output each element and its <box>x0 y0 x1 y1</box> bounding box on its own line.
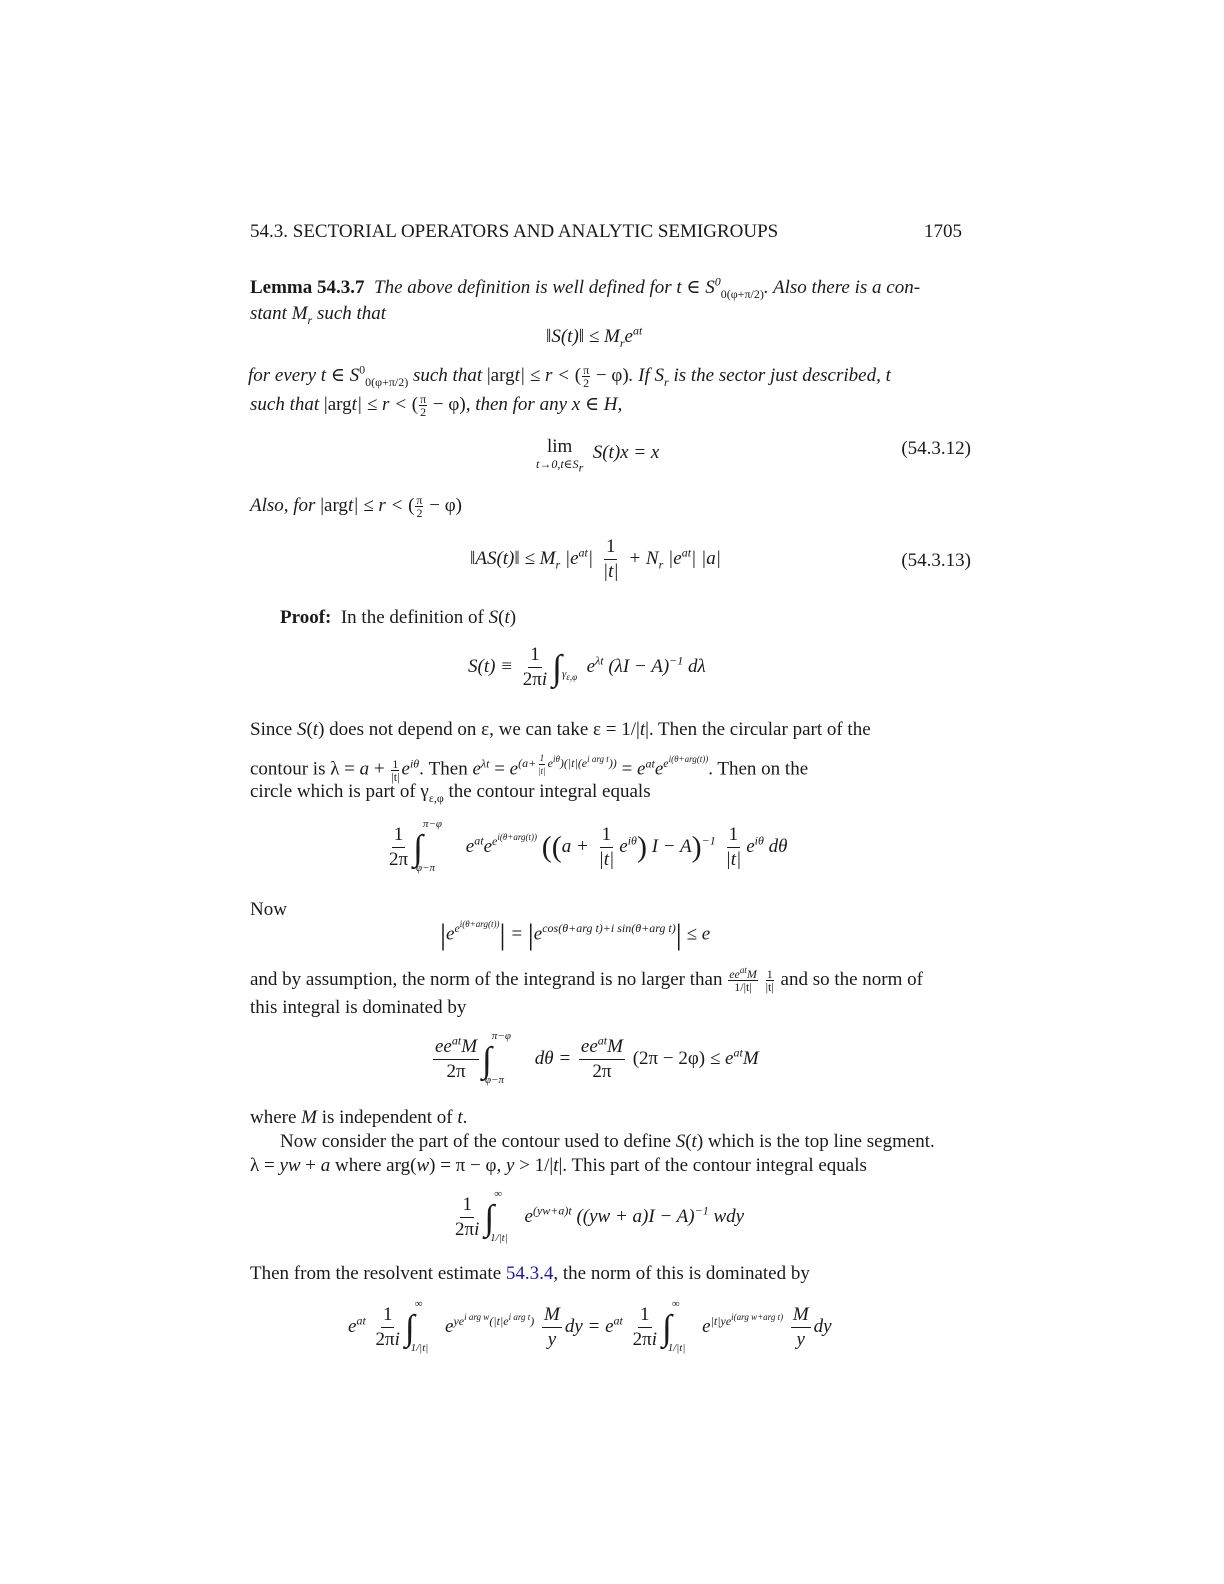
lemma-line-3: for every t ∈ $S^0_{0(\varphi+\pi/2)}$ such that |argt| ≤ r < ( $\frac{\pi}{2}$ − φ). If $S_r$ is the sector just described, t <box>248 362 891 391</box>
lemma-line-4: such that |argt| ≤ r < ( $\frac{\pi}{2}$ − φ), then for any x ∈ H, <box>250 392 623 420</box>
equation-number-12: (54.3.12) <box>901 438 971 459</box>
equation-limit: lim $t\to 0,t\in S_r$ S(t)x = x <box>536 436 660 475</box>
running-title: 54.3. SECTORIAL OPERATORS AND ANALYTIC SEMIGROUPS <box>250 221 779 242</box>
proof-intro-line: Proof: In the definition of S(t) <box>280 607 517 628</box>
paragraph-5: Then from the resolvent estimate 54.3.4, the norm of this is dominated by <box>250 1263 810 1284</box>
equation-dominated: $\frac{ee^{at}M}{2\pi}$ ∫$^{\pi-\varphi}_{\varphi-\pi}$ dθ = $\frac{ee^{at}M}{2\pi}$ $(2\pi - 2\varphi) \le e^{at}M$ <box>435 1029 759 1086</box>
page-number: 1705 <box>924 221 962 242</box>
proof-label: Proof: <box>280 607 332 628</box>
lemma-line-2: stant $M_r$ such that <box>250 303 387 327</box>
equation-reference-link[interactable]: 54.3.4 <box>505 1263 554 1284</box>
lemma-line-5: Also, for |argt| ≤ r < ( $\frac{\pi}{2}$ − φ) <box>250 493 462 521</box>
equation-number-13: (54.3.13) <box>901 550 971 571</box>
paragraph-4-line-1: Now consider the part of the contour used to define S(t) which is the top line segment. <box>280 1131 935 1152</box>
equation-final: $e^{at}$ $\frac{1}{2\pi i}$ $\int^\infty_{1/|t|}$ $e^{ye^{i arg w}(|t|e^{i arg t})}$ $\frac{M}{y}$ dy = $e^{at}$ $\frac{1}{2\pi i}$ $\int^\infty_{1/|t|}$ $e^{|t|ye^{i(arg w+arg t)}}$ $\frac{M}{y}$ dy <box>348 1297 832 1354</box>
paragraph-4-line-2: λ = yw + a where arg(w) = π − φ, y > 1/|t|. This part of the contour integral equals <box>250 1155 867 1176</box>
equation-now: $|e^{e^{i(\theta+arg(t))}}| = |e^{cos(\theta+arg t)+i sin(\theta+arg t)}| \le e$ <box>440 918 711 951</box>
paragraph-1-line-2: contour is λ = a + $\frac{1}{|t|}$ $e^{i\theta}$. Then $e^{\lambda t} = e^{(a+ \frac{1}{|t|} e^{i\theta})(|t|(e^{i arg t}))} = e^{at}e^{e^{i(\theta+arg(t))}}$. Then on the <box>250 753 809 784</box>
equation-bound: ‖S(t)‖ ≤ $M_re^{at}$ <box>546 323 643 350</box>
lemma-label: Lemma 54.3.7 <box>250 277 365 298</box>
paragraph-1-line-3: circle which is part of $\gamma_{\varepsilon,\varphi}$ the contour integral equals <box>250 781 651 805</box>
paragraph-1-line-1: Since S(t) does not depend on ε, we can take ε = 1/|t|. Then the circular part of the <box>250 719 871 740</box>
equation-circle: $\frac{1}{2\pi}$ ∫$^{\pi-\varphi}_{\varphi-\pi}$ $e^{at}e^{e^{i(\theta+arg(t))}}$ ((a + $\frac{1}{|t|}$ $e^{i\theta}$) I − A)$^{-1}$ $\frac{1}{|t|}$ $e^{i\theta}$ dθ <box>389 817 788 874</box>
equation-line-segment: $\frac{1}{2\pi i}$ $\int^\infty_{1/|t|}$ $e^{(yw+a)t}$ $((yw + a)I - A)^{-1}$ wdy <box>455 1187 745 1244</box>
equation-definition: S(t) ≡ $\frac{1}{2\pi i}$ $\int_{\gamma_{\varepsilon,\varphi}}$ $e^{\lambda t}$ $(\lambda I - A)^{-1}$ dλ <box>468 644 706 690</box>
paragraph-2-line-1: and by assumption, the norm of the integrand is no larger than $ee^{at}M$ 1/|t| $\frac{1}{|t|}$ and so the norm of <box>250 965 923 995</box>
equation-as: ‖AS(t)‖ ≤ $M_r$ $|e^{at}|$ $\frac{1}{|t|}$ + $N_r$ $|e^{at}|$ |a| <box>470 536 721 582</box>
paragraph-2-line-2: this integral is dominated by <box>250 997 467 1018</box>
paragraph-3: where M is independent of t. <box>250 1107 468 1128</box>
now-label: Now <box>250 899 287 920</box>
lemma-line-1: Lemma 54.3.7 The above definition is well defined for t ∈ $S^0_{0(\varphi+\pi/2)}$. Also there is a con- <box>250 274 921 301</box>
